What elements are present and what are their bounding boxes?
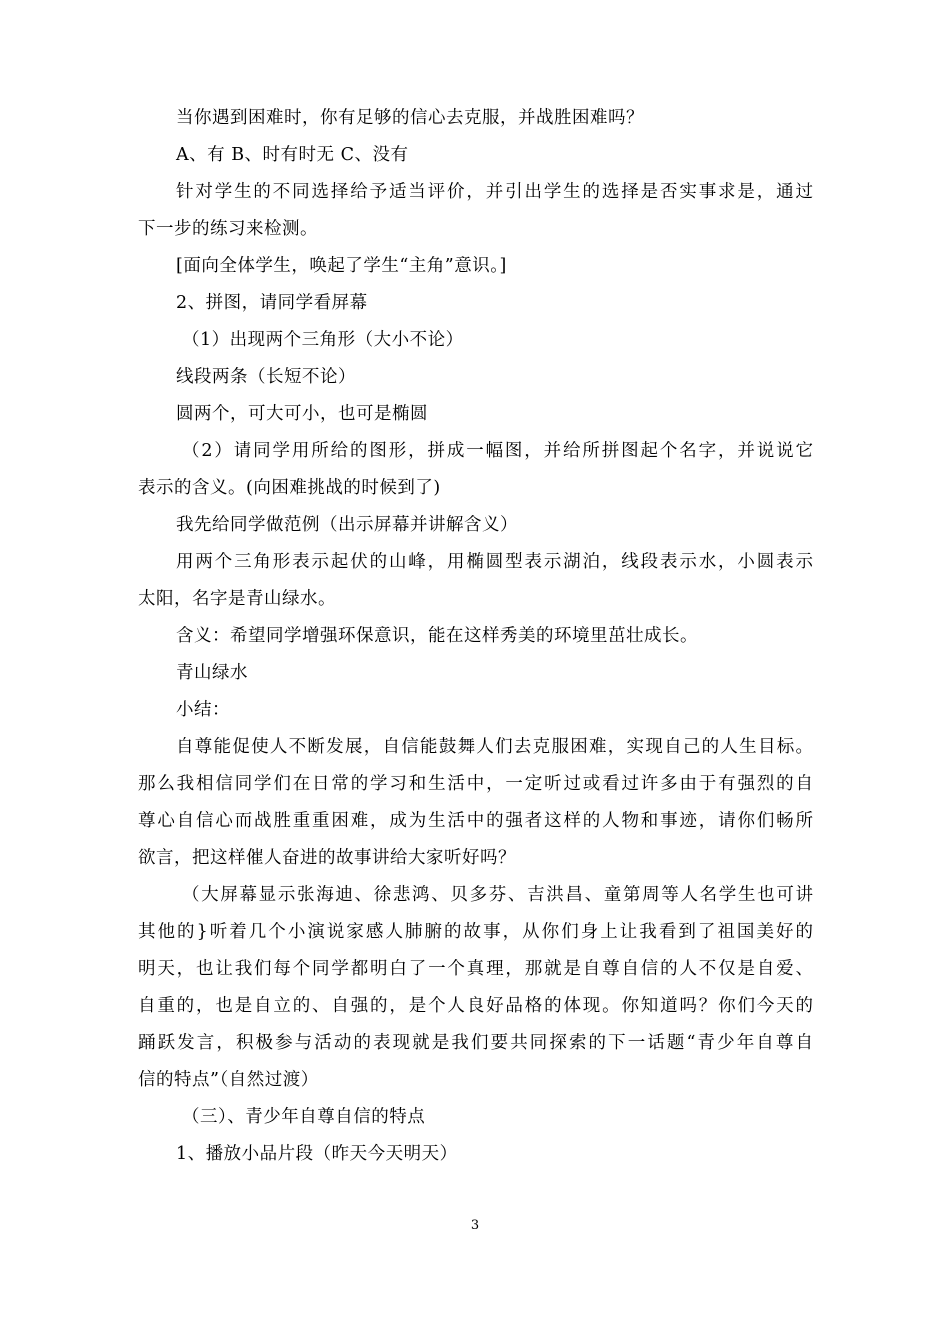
text-line: 信的特点”（自然过渡） [138,1070,319,1090]
text-line: 尊心自信心而战胜重重困难，成为生活中的强者这样的人物和事迹，请你们畅所 [138,811,813,831]
text-line: A、有 B、时有时无 C、没有 [176,145,409,165]
text-line: 用两个三角形表示起伏的山峰，用椭圆型表示湖泊，线段表示水，小圆表示 [176,552,813,572]
text-line: 青山绿水 [176,663,248,683]
text-line: 表示的含义。(向困难挑战的时候到了) [138,478,441,498]
text-line: 圆两个，可大可小，也可是椭圆 [176,404,428,424]
text-line: 自重的，也是自立的、自强的，是个人良好品格的体现。你知道吗？你们今天的 [138,996,813,1016]
text-line: （大屏幕显示张海迪、徐悲鸿、贝多芬、吉洪昌、童第周等人名学生也可讲 [182,885,813,905]
text-line: （三）、青少年自尊自信的特点 [182,1107,426,1127]
text-line: 明天，也让我们每个同学都明白了一个真理，那就是自尊自信的人不仅是自爱、 [138,959,813,979]
text-line: 含义：希望同学增强环保意识，能在这样秀美的环境里茁壮成长。 [176,626,698,646]
text-line: 小结： [176,700,230,720]
text-line: 针对学生的不同选择给予适当评价，并引出学生的选择是否实事求是，通过 [176,182,813,202]
text-line: 线段两条（长短不论） [176,367,356,387]
text-line: 太阳，名字是青山绿水。 [138,589,336,609]
text-line: 其他的}听着几个小演说家感人肺腑的故事，从你们身上让我看到了祖国美好的 [138,922,813,942]
text-line: 那么我相信同学们在日常的学习和生活中，一定听过或看过许多由于有强烈的自 [138,774,813,794]
text-line: [面向全体学生，唤起了学生“主角”意识。] [176,256,507,276]
text-line: （1）出现两个三角形（大小不论） [182,330,464,350]
text-line: 我先给同学做范例（出示屏幕并讲解含义） [176,515,518,535]
text-line: 1、播放小品片段（昨天今天明天） [176,1144,458,1164]
text-line: 当你遇到困难时，你有足够的信心去克服，并战胜困难吗？ [176,108,644,128]
text-line: 自尊能促使人不断发展，自信能鼓舞人们去克服困难，实现自己的人生目标。 [176,737,813,757]
text-line: （2）请同学用所给的图形，拼成一幅图，并给所拼图起个名字，并说说它 [182,441,813,461]
page-number: 3 [470,1218,480,1233]
document-body [138,100,813,1173]
text-line: 欲言，把这样催人奋进的故事讲给大家听好吗？ [138,848,516,868]
text-line: 2、拼图，请同学看屏幕 [176,293,368,313]
text-line: 踊跃发言，积极参与活动的表现就是我们要共同探索的下一话题“青少年自尊自 [138,1033,813,1053]
text-line: 下一步的练习来检测。 [138,219,318,239]
